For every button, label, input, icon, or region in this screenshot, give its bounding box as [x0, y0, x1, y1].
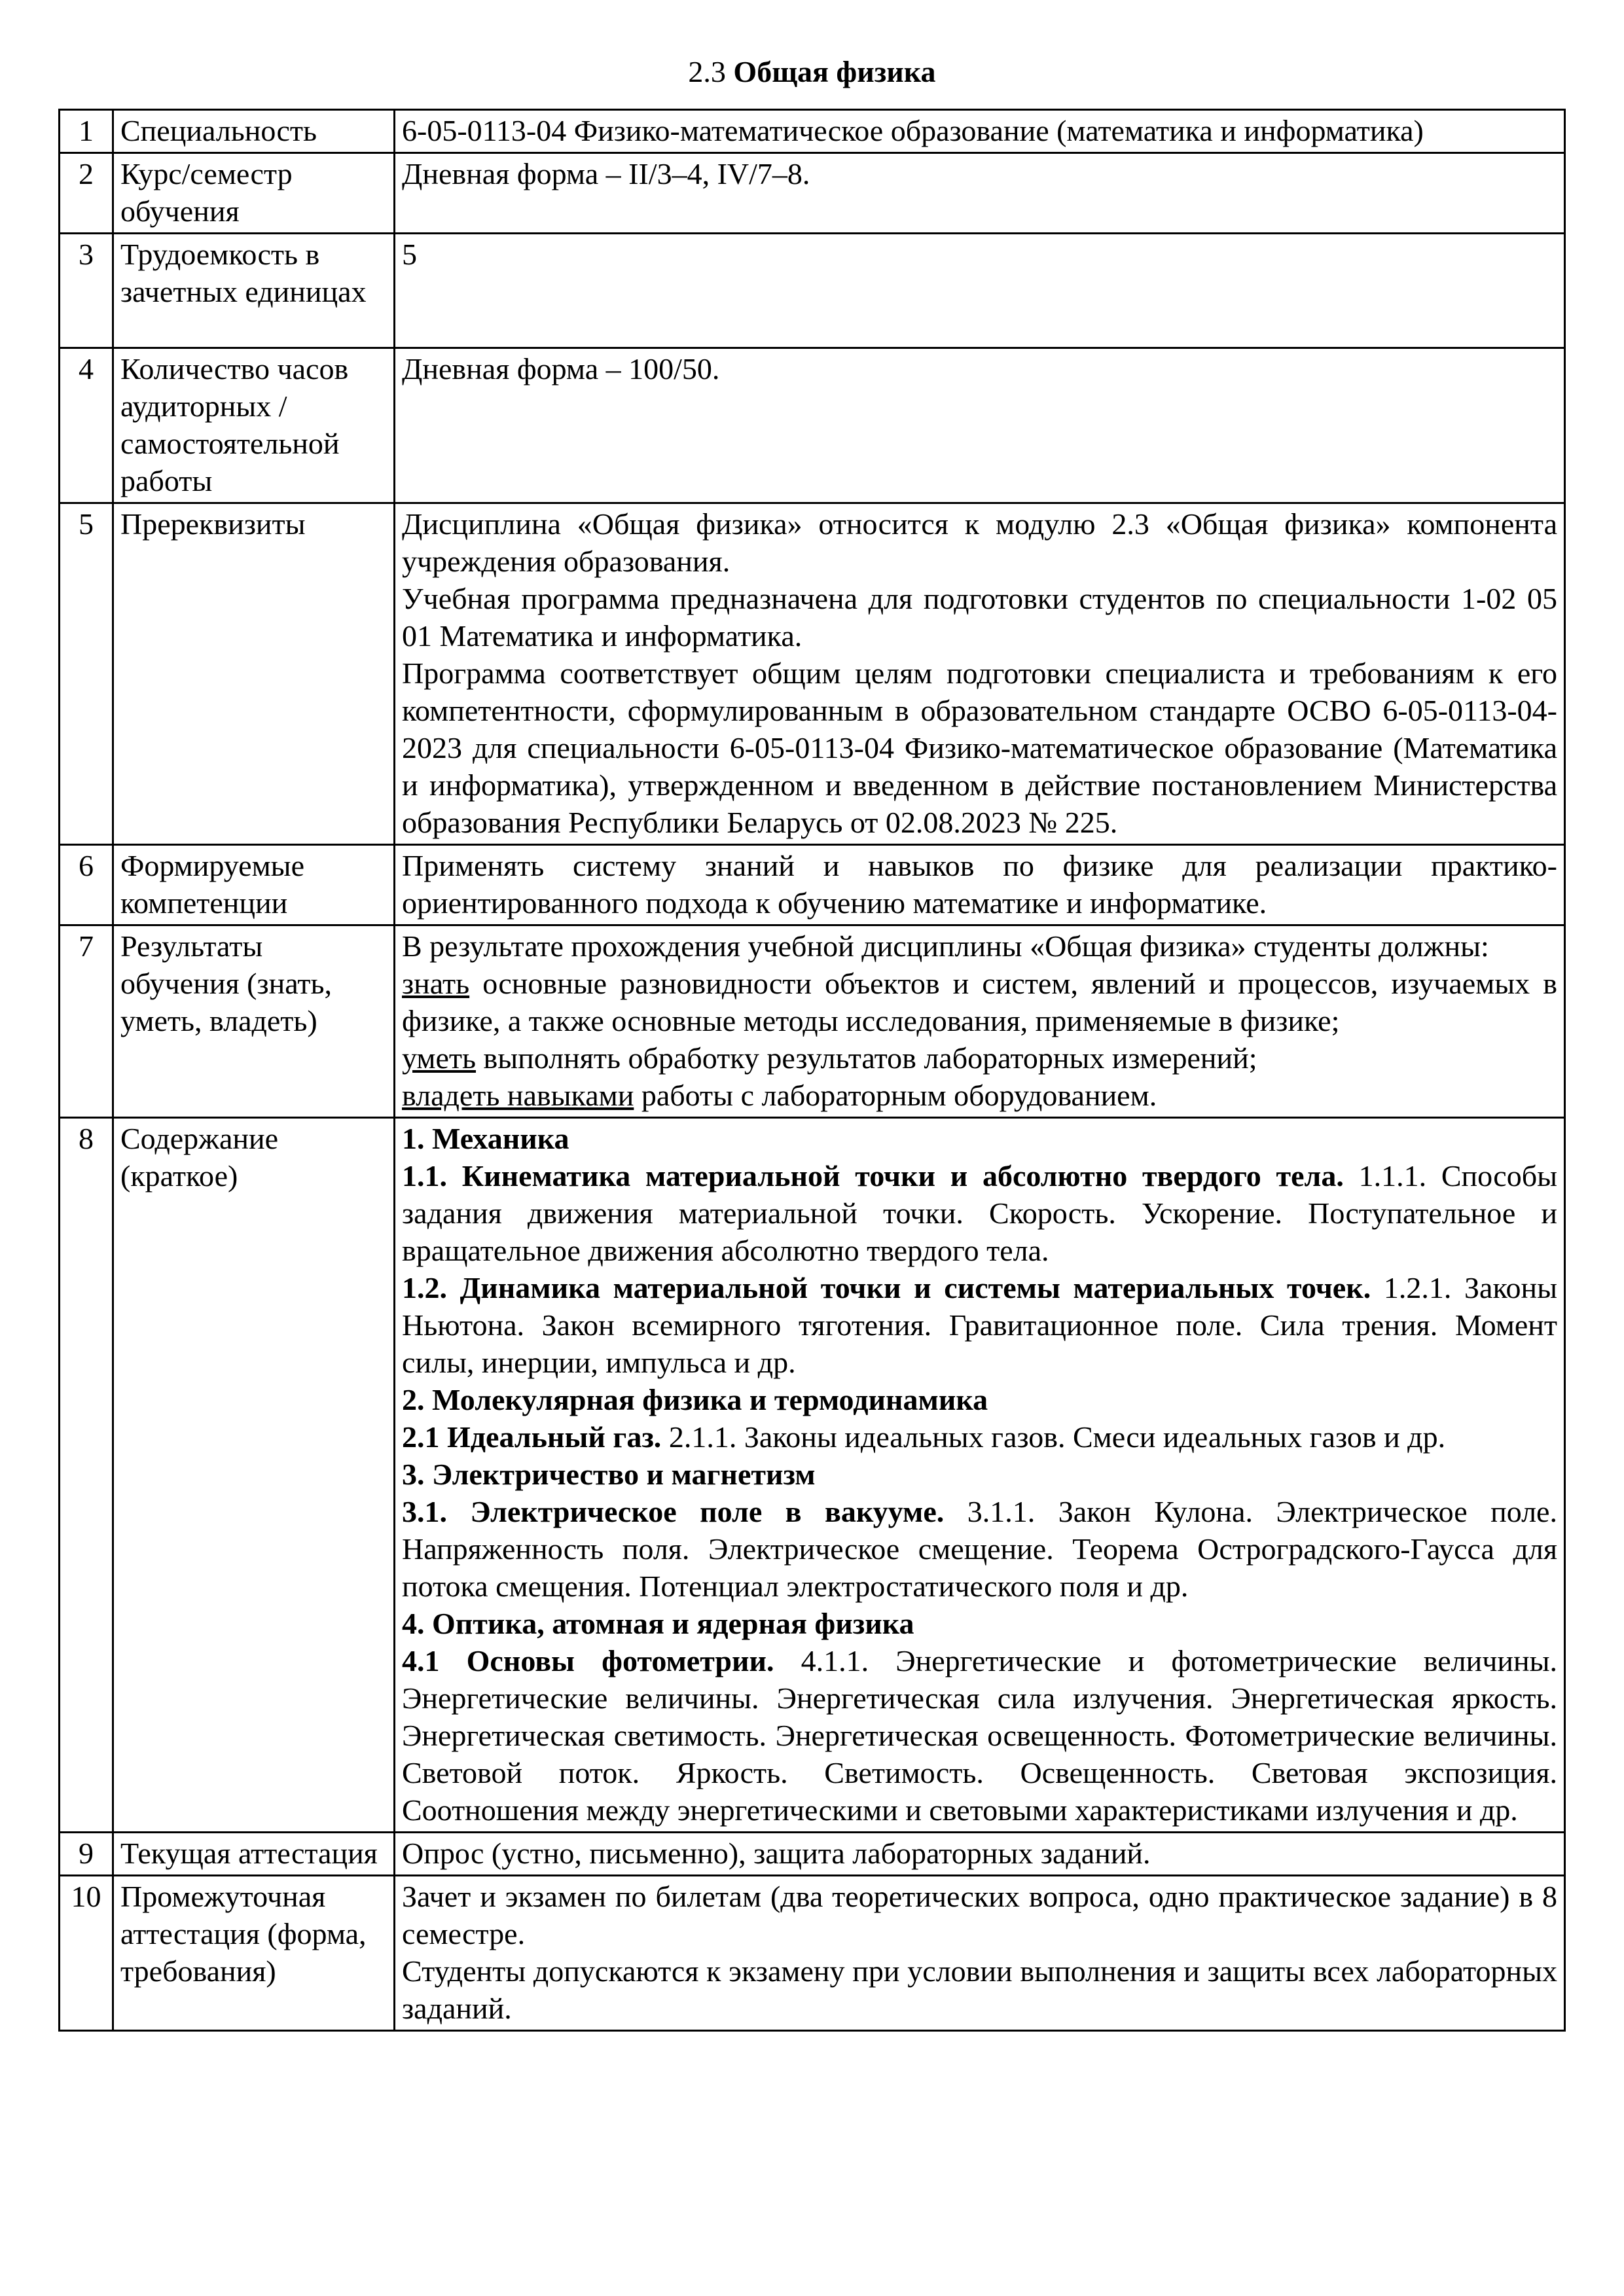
section-name: Общая физика — [733, 55, 936, 88]
row-number: 10 — [60, 1876, 113, 2031]
subsection-title: 4.1 Основы фотометрии. — [402, 1644, 774, 1677]
table-row — [60, 348, 1565, 503]
can-text: выполнять обработку результатов лабораторных измерений; — [476, 1041, 1257, 1075]
know-label: знать — [402, 967, 470, 1000]
row-number: 8 — [60, 1118, 113, 1833]
row-content — [395, 1876, 1565, 2031]
own-text: работы с лабораторным оборудованием. — [634, 1079, 1157, 1112]
results-own — [402, 1077, 1557, 1114]
table-row — [60, 1876, 1565, 2031]
subsection-text: 4.1.1. Энергетические и фотометрические величины. Энергетические величины. Энергетическая сила излучения. Энергетическая яркость. Энергетическая светимость. Энергетическая освещенность. Фотометрические величины. Световой поток. Яркость. Светимость. Освещенность. Световая экспозиция. Соотношения между энергетическими и световыми характеристиками излучения и др. — [402, 1644, 1557, 1827]
row-content — [395, 925, 1565, 1118]
row-label: Количество часов аудиторных / самостоятельной работы — [113, 348, 395, 503]
subsection-title: 1.1. Кинематика материальной точки и абсолютно твердого тела. — [402, 1159, 1344, 1193]
table-row — [60, 845, 1565, 925]
section-heading: 3. Электричество и магнетизм — [402, 1458, 816, 1491]
row-label: Курс/семестр обучения — [113, 153, 395, 234]
row-label: Результаты обучения (знать, уметь, владеть) — [113, 925, 395, 1118]
row-content: Дневная форма – 100/50. — [395, 348, 1565, 503]
results-can — [402, 1039, 1557, 1077]
row-content — [395, 1118, 1565, 1833]
table-row — [60, 234, 1565, 348]
subsection-title: 3.1. Электрическое поле в вакууме. — [402, 1495, 945, 1528]
row-label: Промежуточная аттестация (форма, требования) — [113, 1876, 395, 2031]
table-row — [60, 925, 1565, 1118]
subsection-text: 1.1.1. Способы задания движения материальной точки. Скорость. Ускорение. Поступательное и вращательное движения абсолютно твердого тела. — [402, 1159, 1558, 1267]
row-label: Специальность — [113, 110, 395, 153]
paragraph: Учебная программа предназначена для подготовки студентов по специальности 1-02 05 01 Математика и информатика. — [402, 582, 1557, 653]
table-row — [60, 503, 1565, 845]
section-heading: 4. Оптика, атомная и ядерная физика — [402, 1607, 914, 1640]
subsection — [402, 1418, 1557, 1456]
table-row — [60, 110, 1565, 153]
paragraph: Зачет и экзамен по билетам (два теоретических вопроса, одно практическое задание) в 8 семестре. — [402, 1880, 1557, 1950]
subsection-text: 1.2.1. Законы Ньютона. Закон всемирного тяготения. Гравитационное поле. Сила трения. Момент силы, инерции, импульса и др. — [402, 1271, 1557, 1379]
row-number: 6 — [60, 845, 113, 925]
subsection-text: 3.1.1. Закон Кулона. Электрическое поле. Напряженность поля. Электрическое смещение. Теорема Остроградского-Гаусса для потока смещения. Потенциал электростатического поля и др. — [402, 1495, 1557, 1603]
results-intro: В результате прохождения учебной дисциплины «Общая физика» студенты должны: — [402, 929, 1489, 963]
row-label: Формируемые компетенции — [113, 845, 395, 925]
table-row — [60, 153, 1565, 234]
row-number: 9 — [60, 1833, 113, 1876]
subsection — [402, 1642, 1557, 1829]
row-content: Дневная форма – II/3–4, IV/7–8. — [395, 153, 1565, 234]
know-text: основные разновидности объектов и систем, явлений и процессов, изучаемых в физике, а также основные методы исследования, применяемые в физике; — [402, 967, 1557, 1037]
subsection — [402, 1157, 1557, 1269]
subsection-title: 1.2. Динамика материальной точки и системы материальных точек. — [402, 1271, 1371, 1304]
paragraph: Студенты допускаются к экзамену при условии выполнения и защиты всех лабораторных заданий. — [402, 1954, 1557, 2025]
paragraph: Программа соответствует общим целям подготовки специалиста и требованиям к его компетентности, сформулированным в образовательном стандарте ОСВО 6-05-0113-04-2023 для специальности 6-05-0113-04 Физико-математическое образование (Математика и информатика), утвержденном и введенном в действие постановлением Министерства образования Республики Беларусь от 02.08.2023 № 225. — [402, 656, 1557, 839]
subsection-title: 2.1 Идеальный газ. — [402, 1420, 662, 1454]
row-content: Опрос (устно, письменно), защита лабораторных заданий. — [395, 1833, 1565, 1876]
row-number: 7 — [60, 925, 113, 1118]
subsection — [402, 1493, 1557, 1605]
row-number: 1 — [60, 110, 113, 153]
row-content: 5 — [395, 234, 1565, 348]
row-number: 5 — [60, 503, 113, 845]
row-label: Трудоемкость в зачетных единицах — [113, 234, 395, 348]
row-content: 6-05-0113-04 Физико-математическое образование (математика и информатика) — [395, 110, 1565, 153]
subsection-text: 2.1.1. Законы идеальных газов. Смеси идеальных газов и др. — [661, 1420, 1446, 1454]
row-label: Текущая аттестация — [113, 1833, 395, 1876]
table-row — [60, 1833, 1565, 1876]
row-number: 2 — [60, 153, 113, 234]
section-heading: 1. Механика — [402, 1122, 569, 1155]
row-label: Пререквизиты — [113, 503, 395, 845]
section-heading: 2. Молекулярная физика и термодинамика — [402, 1383, 988, 1416]
row-number: 4 — [60, 348, 113, 503]
row-content: Применять систему знаний и навыков по физике для реализации практико-ориентированного подхода к обучению математике и информатике. — [395, 845, 1565, 925]
own-label: владеть навыками — [402, 1079, 634, 1112]
results-know — [402, 965, 1557, 1039]
paragraph: Дисциплина «Общая физика» относится к модулю 2.3 «Общая физика» компонента учреждения образования. — [402, 507, 1557, 578]
table-row — [60, 1118, 1565, 1833]
section-number: 2.3 — [688, 55, 726, 88]
syllabus-table — [58, 109, 1566, 2032]
can-label: уметь — [402, 1041, 477, 1075]
subsection — [402, 1269, 1557, 1381]
page-title — [0, 54, 1624, 90]
row-content — [395, 503, 1565, 845]
row-label: Содержание (краткое) — [113, 1118, 395, 1833]
row-number: 3 — [60, 234, 113, 348]
